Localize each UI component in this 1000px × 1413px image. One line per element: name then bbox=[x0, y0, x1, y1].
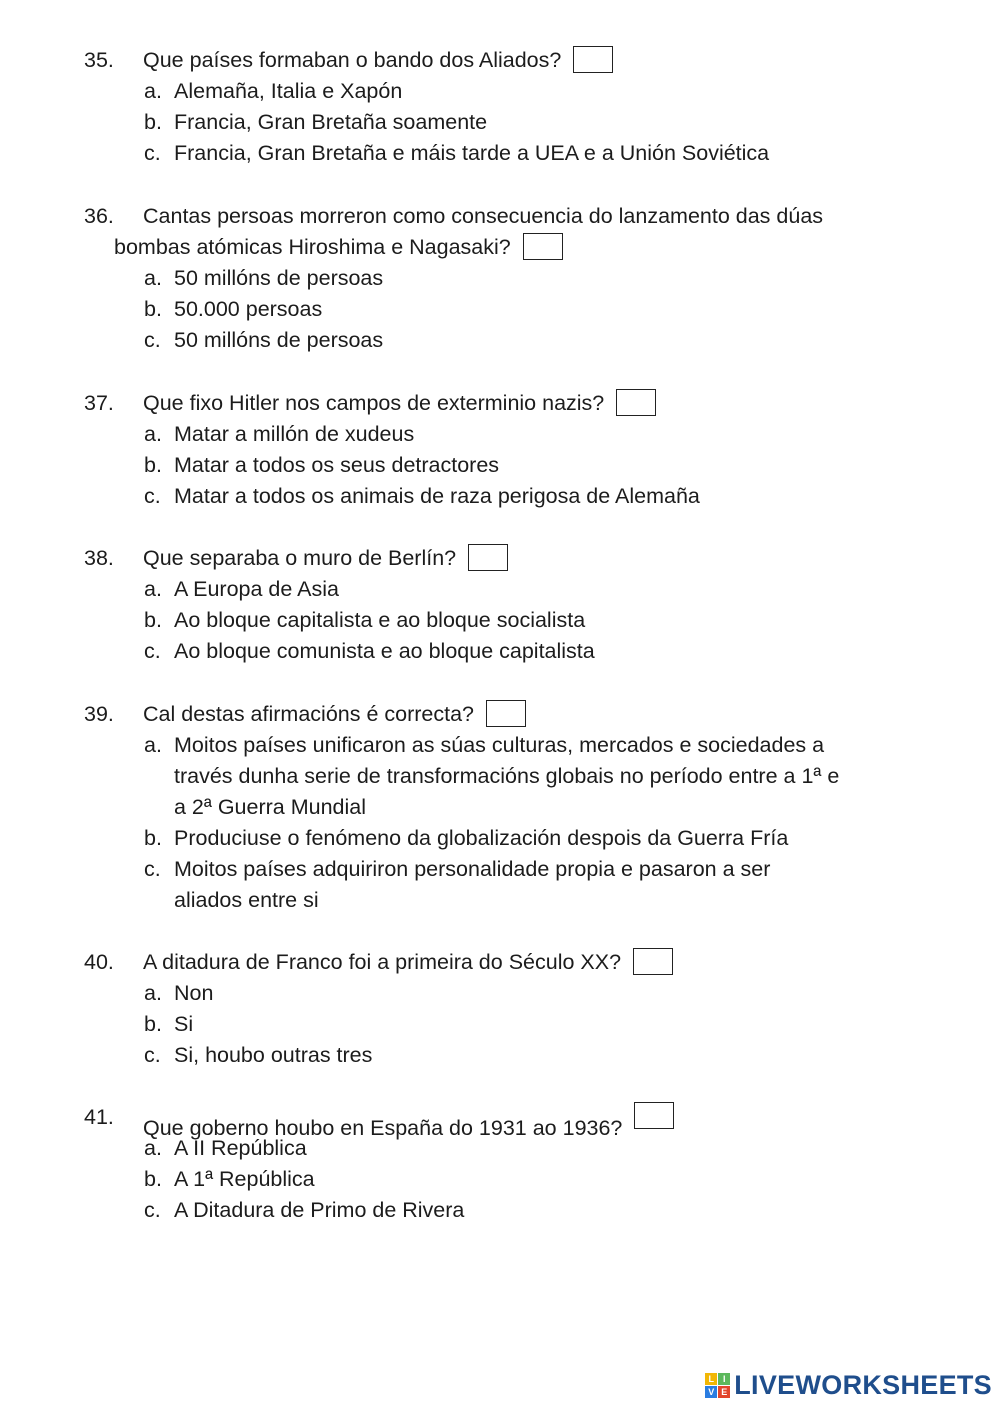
question-text: Que goberno houbo en España do 1931 ao 1936? bbox=[143, 1116, 623, 1140]
question-38 bbox=[84, 543, 924, 667]
option-b: b. Ao bloque capitalista e ao bloque socialista bbox=[144, 608, 586, 632]
question-text: Que separaba o muro de Berlín? bbox=[143, 546, 457, 570]
logo-tile-v: V bbox=[705, 1386, 717, 1398]
option-c: c. Ao bloque comunista e ao bloque capitalista bbox=[144, 639, 595, 663]
option-c: c. Moitos países adquiriron personalidade propia e pasaron a ser aliados entre si bbox=[144, 857, 771, 912]
question-37 bbox=[84, 388, 924, 512]
liveworksheets-logo bbox=[705, 1370, 992, 1401]
logo-icon bbox=[705, 1373, 730, 1398]
option-a: a. A II República bbox=[144, 1136, 307, 1160]
option-c: c. Si, houbo outras tres bbox=[144, 1043, 373, 1067]
question-text: Que países formaban o bando dos Aliados? bbox=[143, 48, 562, 72]
question-number: 40. bbox=[84, 950, 114, 974]
question-36 bbox=[84, 201, 924, 356]
option-c: c. Francia, Gran Bretaña e máis tarde a UEA e a Unión Soviética bbox=[144, 141, 770, 165]
option-b: b. Produciuse o fenómeno da globalización despois da Guerra Fría bbox=[144, 826, 789, 850]
answer-box[interactable] bbox=[523, 233, 563, 260]
answer-box[interactable] bbox=[468, 544, 508, 571]
logo-tile-l: L bbox=[705, 1373, 717, 1385]
option-a: a. Alemaña, Italia e Xapón bbox=[144, 79, 403, 103]
logo-tile-i: I bbox=[718, 1373, 730, 1385]
question-text-line2: bombas atómicas Hiroshima e Nagasaki? bbox=[114, 235, 511, 259]
question-40 bbox=[84, 947, 924, 1071]
option-c: c. 50 millóns de persoas bbox=[144, 328, 384, 352]
logo-text: LIVEWORKSHEETS bbox=[734, 1370, 992, 1400]
question-text: A ditadura de Franco foi a primeira do Século XX? bbox=[143, 950, 622, 974]
option-b: b. A 1ª República bbox=[144, 1167, 315, 1191]
option-a: a. Moitos países unificaron as súas culturas, mercados e sociedades a través dunha serie de transformacións globais no período entre a 1ª e a 2ª Guerra Mundial bbox=[144, 733, 840, 819]
question-number: 37. bbox=[84, 391, 114, 415]
question-39 bbox=[84, 699, 924, 916]
question-text: Que fixo Hitler nos campos de exterminio nazis? bbox=[143, 391, 605, 415]
answer-box[interactable] bbox=[634, 1102, 674, 1129]
option-a: a. Non bbox=[144, 981, 214, 1005]
answer-box[interactable] bbox=[573, 46, 613, 73]
logo-tile-e: E bbox=[718, 1386, 730, 1398]
question-number: 35. bbox=[84, 48, 114, 72]
option-a: a. Matar a millón de xudeus bbox=[144, 422, 415, 446]
answer-box[interactable] bbox=[486, 700, 526, 727]
option-c: c. Matar a todos os animais de raza perigosa de Alemaña bbox=[144, 484, 700, 508]
answer-box[interactable] bbox=[633, 948, 673, 975]
question-text: Cal destas afirmacións é correcta? bbox=[143, 702, 475, 726]
answer-box[interactable] bbox=[616, 389, 656, 416]
option-b: b. Francia, Gran Bretaña soamente bbox=[144, 110, 488, 134]
question-35 bbox=[84, 45, 924, 169]
option-b: b. Matar a todos os seus detractores bbox=[144, 453, 500, 477]
question-text-line1: Cantas persoas morreron como consecuencia do lanzamento das dúas bbox=[143, 204, 824, 228]
option-a: a. 50 millóns de persoas bbox=[144, 266, 384, 290]
question-number: 38. bbox=[84, 546, 114, 570]
question-41 bbox=[84, 1102, 924, 1226]
option-b: b. Si bbox=[144, 1012, 194, 1036]
option-b: b. 50.000 persoas bbox=[144, 297, 323, 321]
option-a: a. A Europa de Asia bbox=[144, 577, 339, 601]
question-number: 36. bbox=[84, 204, 114, 228]
question-number: 39. bbox=[84, 702, 114, 726]
option-c: c. A Ditadura de Primo de Rivera bbox=[144, 1198, 465, 1222]
question-number: 41. bbox=[84, 1105, 114, 1129]
